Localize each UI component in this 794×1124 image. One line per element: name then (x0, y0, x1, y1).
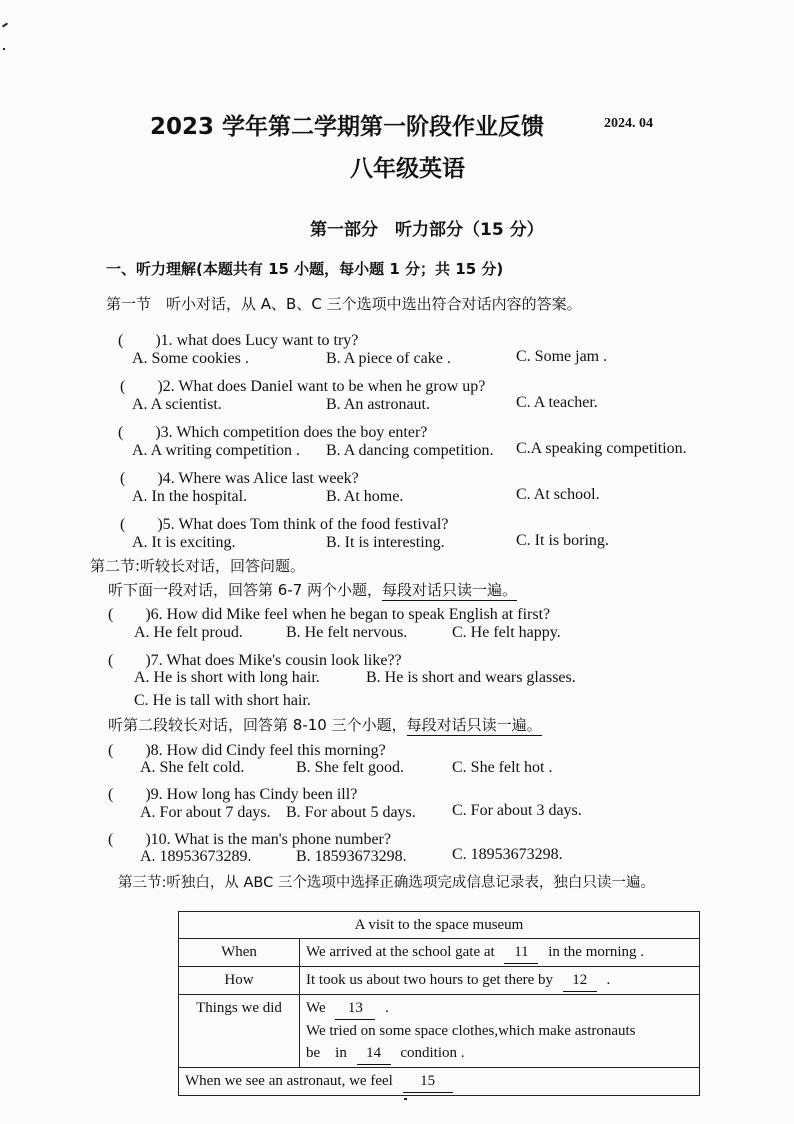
row-text: It took us about two hours to get there by (306, 972, 554, 988)
option-c: C. She felt hot . (452, 759, 553, 776)
row-content (300, 995, 700, 1068)
section2-dialog1-instruction (108, 579, 517, 600)
row-label: Things we did (179, 995, 300, 1068)
scan-mark (2, 22, 8, 27)
row-text: When we see an astronaut, we feel (185, 1073, 393, 1089)
option-c: C. He is tall with short hair. (134, 692, 311, 709)
option-a: A. In the hospital. (132, 488, 248, 505)
section3-instruction: 第三节:听独白，从 ABC 三个选项中选择正确选项完成信息记录表，独白只读一遍。 (118, 875, 655, 891)
row-text: . (385, 1000, 389, 1016)
option-a: A. A scientist. (132, 396, 222, 413)
option-b: B. He is short and wears glasses. (366, 669, 576, 686)
question-stem: ( )1. what does Lucy want to try? (118, 332, 359, 349)
question-stem: ( )10. What is the man's phone number? (108, 831, 391, 848)
question-stem: ( )5. What does Tom think of the food festival? (120, 516, 449, 533)
option-c: C. It is boring. (516, 532, 609, 549)
answer-blank-13[interactable]: 13 (335, 997, 375, 1020)
option-b: B. For about 5 days. (286, 804, 416, 821)
option-b: B. At home. (326, 488, 404, 505)
option-b: B. 18593673298. (296, 848, 407, 865)
option-a: A. It is exciting. (132, 534, 236, 551)
answer-blank-12[interactable]: 12 (563, 969, 597, 992)
option-c: C. Some jam . (516, 348, 608, 365)
table-row (179, 1068, 700, 1096)
table-row (179, 939, 700, 967)
row-content (300, 939, 700, 967)
option-c: C. A teacher. (516, 394, 598, 411)
row-text: be in (306, 1045, 347, 1061)
row-text: We (306, 1000, 326, 1016)
section-title: 一、听力理解(本题共有 15 小题，每小题 1 分；共 15 分) (106, 260, 504, 278)
section2-title: 第二节:听较长对话，回答问题。 (90, 557, 306, 575)
option-a: A. She felt cold. (140, 759, 245, 776)
table-row (179, 967, 700, 995)
question-stem: ( )6. How did Mike feel when he began to speak English at first? (108, 606, 551, 623)
option-c: C. For about 3 days. (452, 802, 582, 819)
question-stem: ( )9. How long has Cindy been ill? (108, 786, 358, 803)
row-text: We arrived at the school gate at (306, 944, 495, 960)
dialog2-note: 每段对话只读一遍。 (406, 716, 542, 734)
section2-dialog2-instruction (108, 714, 542, 735)
option-b: B. A dancing competition. (326, 442, 494, 459)
scan-mark (404, 1098, 407, 1100)
option-c: C.A speaking competition. (516, 440, 687, 457)
question-stem: ( )8. How did Cindy feel this morning? (108, 742, 386, 759)
dialog1-prefix: 听下面一段对话，回答第 6-7 两个小题， (108, 581, 383, 599)
question-stem: ( )4. Where was Alice last week? (120, 470, 359, 487)
page-title: 2023 学年第二学期第一阶段作业反馈 (150, 114, 545, 140)
dialog1-note: 每段对话只读一遍。 (382, 581, 518, 599)
info-record-table (178, 911, 700, 1096)
answer-blank-15[interactable]: 15 (403, 1070, 453, 1093)
answer-blank-11[interactable]: 11 (504, 941, 538, 964)
row-text: . (606, 972, 611, 988)
row-text: We tried on some space clothes,which make astronauts (306, 1023, 636, 1039)
row-text: condition . (400, 1045, 465, 1061)
option-a: A. A writing competition . (132, 442, 300, 459)
option-c: C. 18953673298. (452, 846, 563, 863)
row-content (300, 967, 700, 995)
scan-mark (3, 48, 5, 50)
option-a: A. Some cookies . (132, 350, 249, 367)
question-stem: ( )3. Which competition does the boy enter? (118, 424, 428, 441)
table-title: A visit to the space museum (179, 912, 700, 939)
question-stem: ( )7. What does Mike's cousin look like?? (108, 652, 402, 669)
table-footer (179, 1068, 700, 1096)
option-b: B. He felt nervous. (286, 624, 408, 641)
page-subtitle: 八年级英语 (350, 156, 465, 182)
option-a: A. For about 7 days. (140, 804, 271, 821)
question-stem: ( )2. What does Daniel want to be when he grow up? (120, 378, 486, 395)
dialog2-prefix: 听第二段较长对话，回答第 8-10 三个小题， (108, 716, 407, 734)
option-c: C. He felt happy. (452, 624, 561, 641)
option-a: A. 18953673289. (140, 848, 252, 865)
option-a: A. He felt proud. (134, 624, 243, 641)
option-a: A. He is short with long hair. (134, 669, 320, 686)
part-heading: 第一部分 听力部分（15 分） (310, 220, 544, 240)
table-row (179, 995, 700, 1068)
row-label: When (179, 939, 300, 967)
option-b: B. An astronaut. (326, 396, 430, 413)
option-b: B. She felt good. (296, 759, 404, 776)
option-b: B. A piece of cake . (326, 350, 451, 367)
answer-blank-14[interactable]: 14 (357, 1042, 391, 1065)
option-b: B. It is interesting. (326, 534, 445, 551)
option-c: C. At school. (516, 486, 600, 503)
row-text: in the morning . (548, 944, 645, 960)
date: 2024. 04 (604, 116, 653, 131)
section1-instruction: 第一节 听小对话，从 A、B、C 三个选项中选出符合对话内容的答案。 (106, 295, 582, 313)
row-label: How (179, 967, 300, 995)
